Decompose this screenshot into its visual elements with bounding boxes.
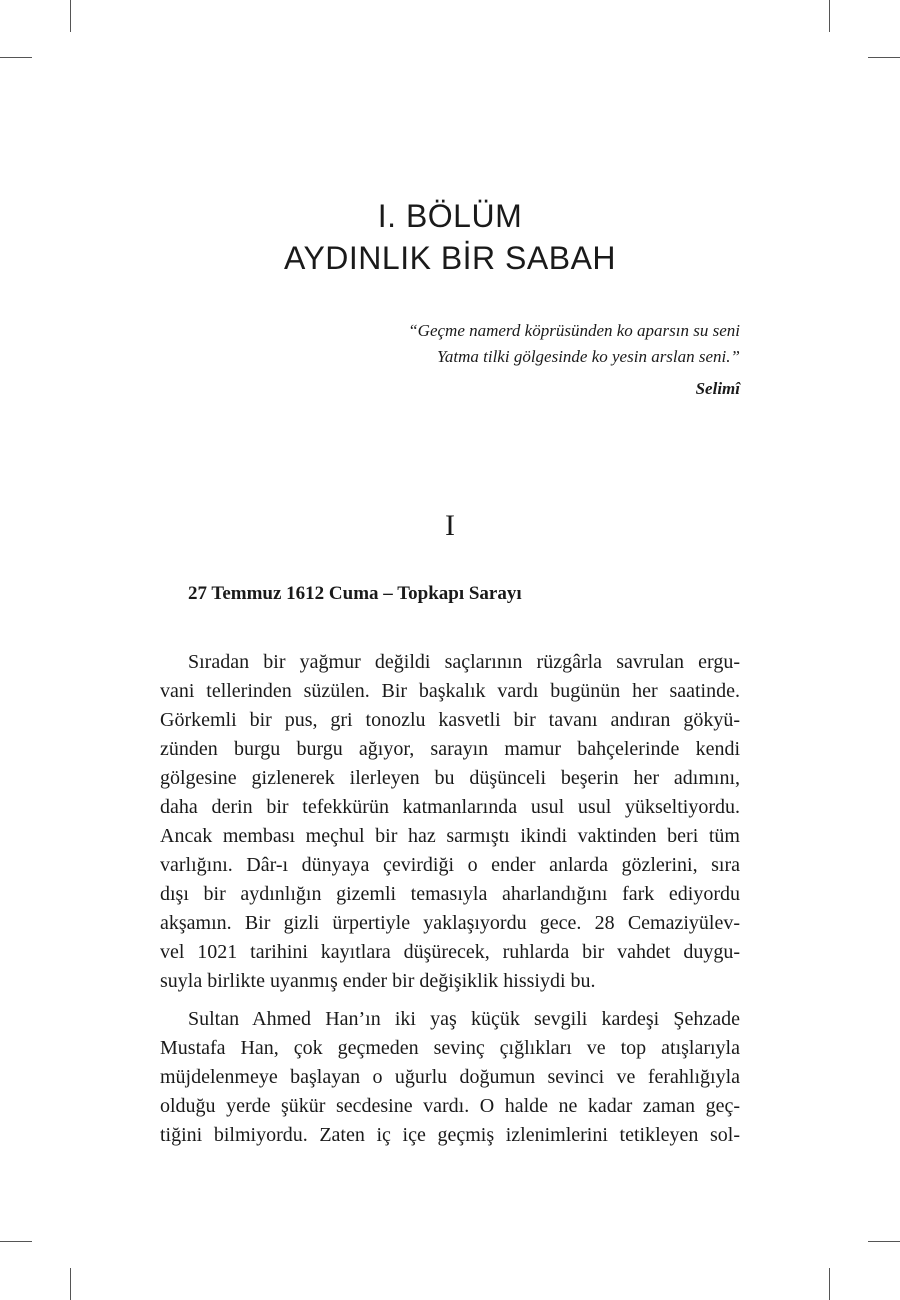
chapter-name: AYDINLIK BİR SABAH <box>283 240 617 276</box>
crop-mark-bottom-left-h <box>0 1241 32 1242</box>
epigraph-line: “Geçme namerd köprüsünden ko aparsın su seni <box>408 321 740 340</box>
text-line: akşamın. Bir gizli ürpertiyle yaklaşıyordu gece. 28 Cemaziyülev- <box>160 912 740 934</box>
text-line: Sultan Ahmed Han’ın iki yaş küçük sevgili kardeşi Şehzade <box>188 1008 740 1030</box>
paragraph-gap <box>160 996 740 1005</box>
text-line: zünden burgu burgu ağıyor, sarayın mamur bahçelerinde kendi <box>160 738 740 760</box>
text-line: suyla birlikte uyanmış ender bir değişiklik hissiydi bu. <box>160 970 596 992</box>
text-line: Ancak membası meçhul bir haz sarmıştı ikindi vaktinden beri tüm <box>160 825 740 847</box>
text-line: vani tellerinden süzülen. Bir başkalık vardı bugünün her saatinde. <box>160 680 740 702</box>
crop-mark-top-left <box>70 0 71 32</box>
paragraph <box>160 648 740 996</box>
chapter-title <box>0 195 900 279</box>
crop-mark-bottom-left <box>70 1268 71 1300</box>
text-line: daha derin bir tefekkürün katmanlarında usul usul yükseltiyordu. <box>160 796 740 818</box>
section-heading: 27 Temmuz 1612 Cuma – Topkapı Sarayı <box>188 583 522 604</box>
crop-mark-bottom-right <box>829 1268 830 1300</box>
epigraph <box>408 318 740 402</box>
epigraph-author: Selimî <box>695 379 740 398</box>
paragraph <box>160 1005 740 1150</box>
text-line: tiğini bilmiyordu. Zaten iç içe geçmiş izlenimlerini tetikleyen sol- <box>160 1124 740 1146</box>
text-line: vel 1021 tarihini kayıtlara düşürecek, ruhlarda bir vahdet duygu- <box>160 941 740 963</box>
crop-mark-top-right-h <box>868 57 900 58</box>
crop-mark-top-right <box>829 0 830 32</box>
crop-mark-top-left-h <box>0 57 32 58</box>
section-numeral: I <box>445 509 455 542</box>
text-line: olduğu yerde şükür secdesine vardı. O halde ne kadar zaman geç- <box>160 1095 740 1117</box>
text-line: Görkemli bir pus, gri tonozlu kasvetli bir tavanı andıran gökyü- <box>160 709 740 731</box>
epigraph-line: Yatma tilki gölgesinde ko yesin arslan seni.” <box>436 347 740 366</box>
text-line: Mustafa Han, çok geçmeden sevinç çığlıkları ve top atışlarıyla <box>160 1037 740 1059</box>
text-line: müjdelenmeye başlayan o uğurlu doğumun sevinci ve ferahlığıyla <box>160 1066 740 1088</box>
body-text <box>160 648 740 1150</box>
text-line: dışı bir aydınlığın gizemli temasıyla aharlandığını fark ediyordu <box>160 883 740 905</box>
text-line: varlığını. Dâr-ı dünyaya çevirdiği o ender anlarda gözlerini, sıra <box>160 854 740 876</box>
chapter-number: I. BÖLÜM <box>377 198 523 234</box>
text-line: gölgesine gizlenerek ilerleyen bu düşünceli beşerin her adımını, <box>160 767 740 789</box>
text-line: Sıradan bir yağmur değildi saçlarının rüzgârla savrulan ergu- <box>188 651 740 673</box>
crop-mark-bottom-right-h <box>868 1241 900 1242</box>
